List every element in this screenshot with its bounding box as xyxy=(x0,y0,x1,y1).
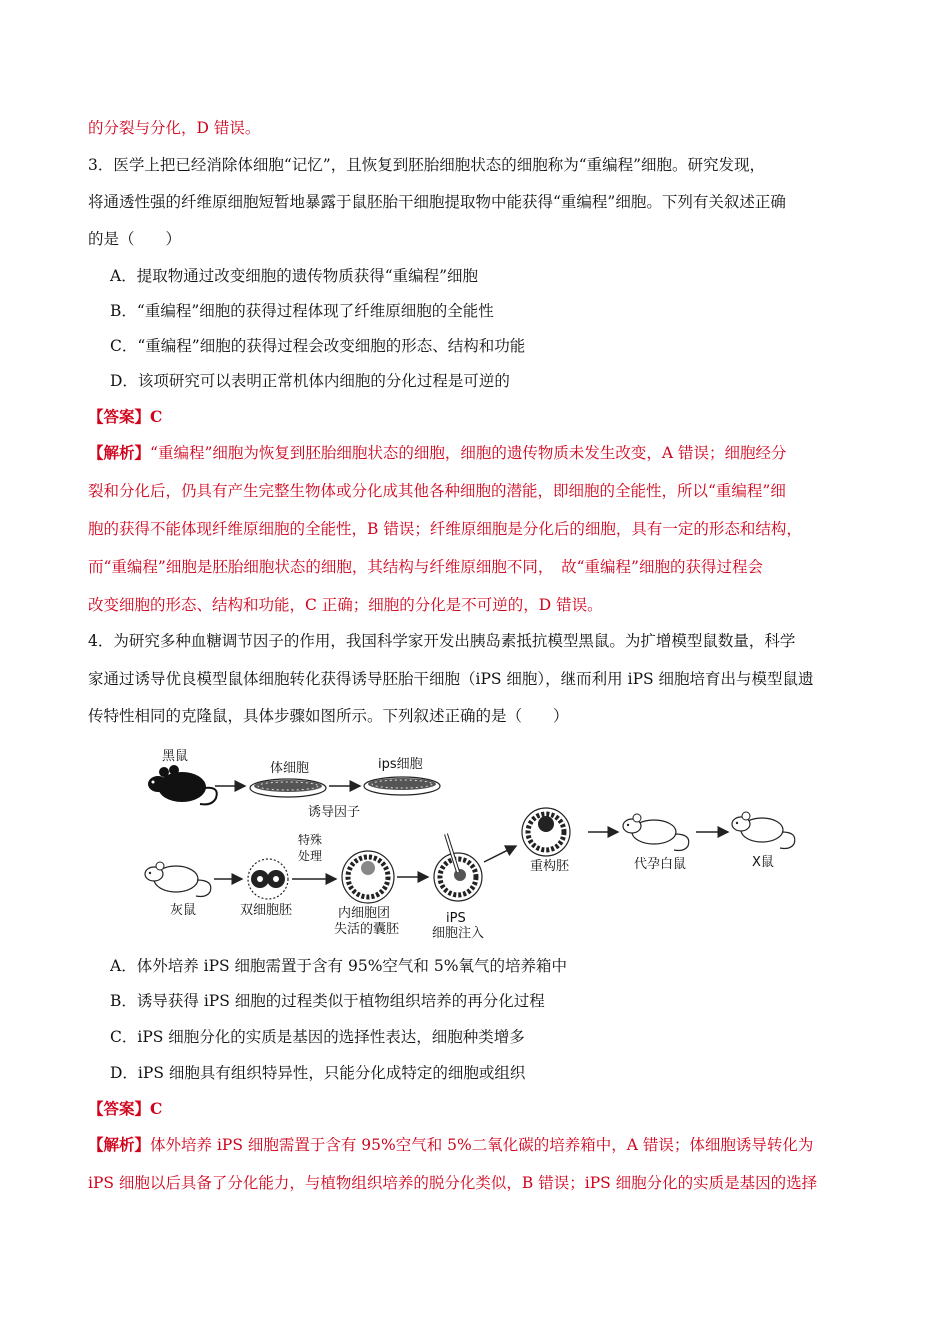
label-surrogate-mouse: 代孕白鼠 xyxy=(634,857,687,872)
surrogate-mouse-icon xyxy=(623,814,689,851)
label-blastocyst-1: 内细胞团 xyxy=(338,906,391,921)
q4-option-d: D．iPS 细胞具有组织特异性，只能分化成特定的细胞或组织 xyxy=(110,1064,526,1082)
x-mouse-icon xyxy=(732,812,795,849)
ips-injection-icon xyxy=(434,834,482,901)
q3-option-c: C．“重编程”细胞的获得过程会改变细胞的形态、结构和功能 xyxy=(110,337,526,355)
q3-answer-value: C xyxy=(150,407,163,426)
black-mouse-icon xyxy=(148,765,217,804)
somatic-cell-dish-icon xyxy=(250,779,326,797)
ips-cell-dish-icon xyxy=(364,777,440,795)
arrow-inject-to-reconstructed xyxy=(484,846,516,862)
q3-analysis-line-2: 裂和分化后，仍具有产生完整生物体或分化成其他各种细胞的潜能，即细胞的全能性，所以“重编程”细 xyxy=(88,482,786,500)
q3-analysis-line-1 xyxy=(88,443,787,463)
q4-answer xyxy=(88,1099,162,1119)
two-cell-embryo-icon xyxy=(248,859,288,899)
label-somatic-cell: 体细胞 xyxy=(270,761,310,776)
q3-stem-line-3: 的是（ ） xyxy=(88,230,182,248)
previous-analysis-tail: 的分裂与分化，D 错误。 xyxy=(88,119,261,137)
q3-analysis-tag: 【解析】 xyxy=(88,443,151,462)
q4-option-c: C．iPS 细胞分化的实质是基因的选择性表达，细胞种类增多 xyxy=(110,1028,525,1046)
q4-stem-line-2: 家通过诱导优良模型鼠体细胞转化获得诱导胚胎干细胞（iPS 细胞），继而利用 iPS 细胞培育出与模型鼠遗 xyxy=(88,670,814,688)
q4-option-a: A．体外培养 iPS 细胞需置于含有 95%空气和 5%氧气的培养箱中 xyxy=(110,957,567,975)
q3-option-b: B．“重编程”细胞的获得过程体现了纤维原细胞的全能性 xyxy=(110,302,494,320)
q3-analysis-text-1: “重编程”细胞为恢复到胚胎细胞状态的细胞，细胞的遗传物质未发生改变，A 错误；细胞经分 xyxy=(150,444,787,462)
label-blastocyst-2: 失活的囊胚 xyxy=(334,922,400,937)
q3-answer xyxy=(88,407,162,427)
label-gray-mouse: 灰鼠 xyxy=(170,903,197,918)
label-inducing-factor: 诱导因子 xyxy=(308,805,361,820)
q4-analysis-line-1 xyxy=(88,1135,813,1155)
label-two-cell-embryo: 双细胞胚 xyxy=(240,903,293,918)
q4-analysis-line-2: iPS 细胞以后具备了分化能力，与植物组织培养的脱分化类似，B 错误；iPS 细胞分化的实质是基因的选择 xyxy=(88,1174,818,1192)
q4-analysis-tag: 【解析】 xyxy=(88,1135,151,1154)
q3-analysis-line-5: 改变细胞的形态、结构和功能，C 正确；细胞的分化是不可逆的，D 错误。 xyxy=(88,596,603,614)
q3-analysis-line-3: 胞的获得不能体现纤维原细胞的全能性，B 错误；纤维原细胞是分化后的细胞，具有一定的形态和结构， xyxy=(88,520,802,538)
label-ips-inject-2: 细胞注入 xyxy=(432,926,485,941)
gray-mouse-icon xyxy=(145,862,211,897)
q4-analysis-text-1: 体外培养 iPS 细胞需置于含有 95%空气和 5%二氧化碳的培养箱中，A 错误；体细胞诱导转化为 xyxy=(150,1136,814,1154)
q3-option-a: A．提取物通过改变细胞的遗传物质获得“重编程”细胞 xyxy=(110,267,479,285)
blastocyst-icon xyxy=(342,851,394,903)
q3-option-d: D．该项研究可以表明正常机体内细胞的分化过程是可逆的 xyxy=(110,372,510,390)
label-special-treatment-2: 处理 xyxy=(298,849,323,863)
reconstructed-embryo-icon xyxy=(522,808,570,856)
q4-stem-line-3: 传特性相同的克隆鼠，具体步骤如图所示。下列叙述正确的是（ ） xyxy=(88,707,569,725)
ips-cloning-diagram xyxy=(140,742,820,942)
label-black-mouse: 黑鼠 xyxy=(162,749,189,764)
q3-answer-tag: 【答案】 xyxy=(88,407,151,426)
label-special-treatment-1: 特殊 xyxy=(298,833,323,847)
q4-answer-tag: 【答案】 xyxy=(88,1099,151,1118)
q3-stem-line-1: 3．医学上把已经消除体细胞“记忆”，且恢复到胚胎细胞状态的细胞称为“重编程”细胞。研究发现， xyxy=(88,156,766,174)
q3-stem-line-2: 将通透性强的纤维原细胞短暂地暴露于鼠胚胎干细胞提取物中能获得“重编程”细胞。下列有关叙述正确 xyxy=(88,193,786,211)
label-ips-inject-1: iPS xyxy=(446,911,466,926)
q4-answer-value: C xyxy=(150,1099,163,1118)
label-ips-cell: ips细胞 xyxy=(378,757,423,772)
q3-analysis-line-4: 而“重编程”细胞是胚胎细胞状态的细胞，其结构与纤维原细胞不同， 故“重编程”细胞的获得过程会 xyxy=(88,558,763,576)
label-reconstructed-embryo: 重构胚 xyxy=(530,859,570,874)
label-x-mouse: X鼠 xyxy=(752,855,774,870)
q4-option-b: B．诱导获得 iPS 细胞的过程类似于植物组织培养的再分化过程 xyxy=(110,992,545,1010)
q4-stem-line-1: 4．为研究多种血糖调节因子的作用，我国科学家开发出胰岛素抵抗模型黑鼠。为扩增模型鼠数量，科学 xyxy=(88,632,796,650)
